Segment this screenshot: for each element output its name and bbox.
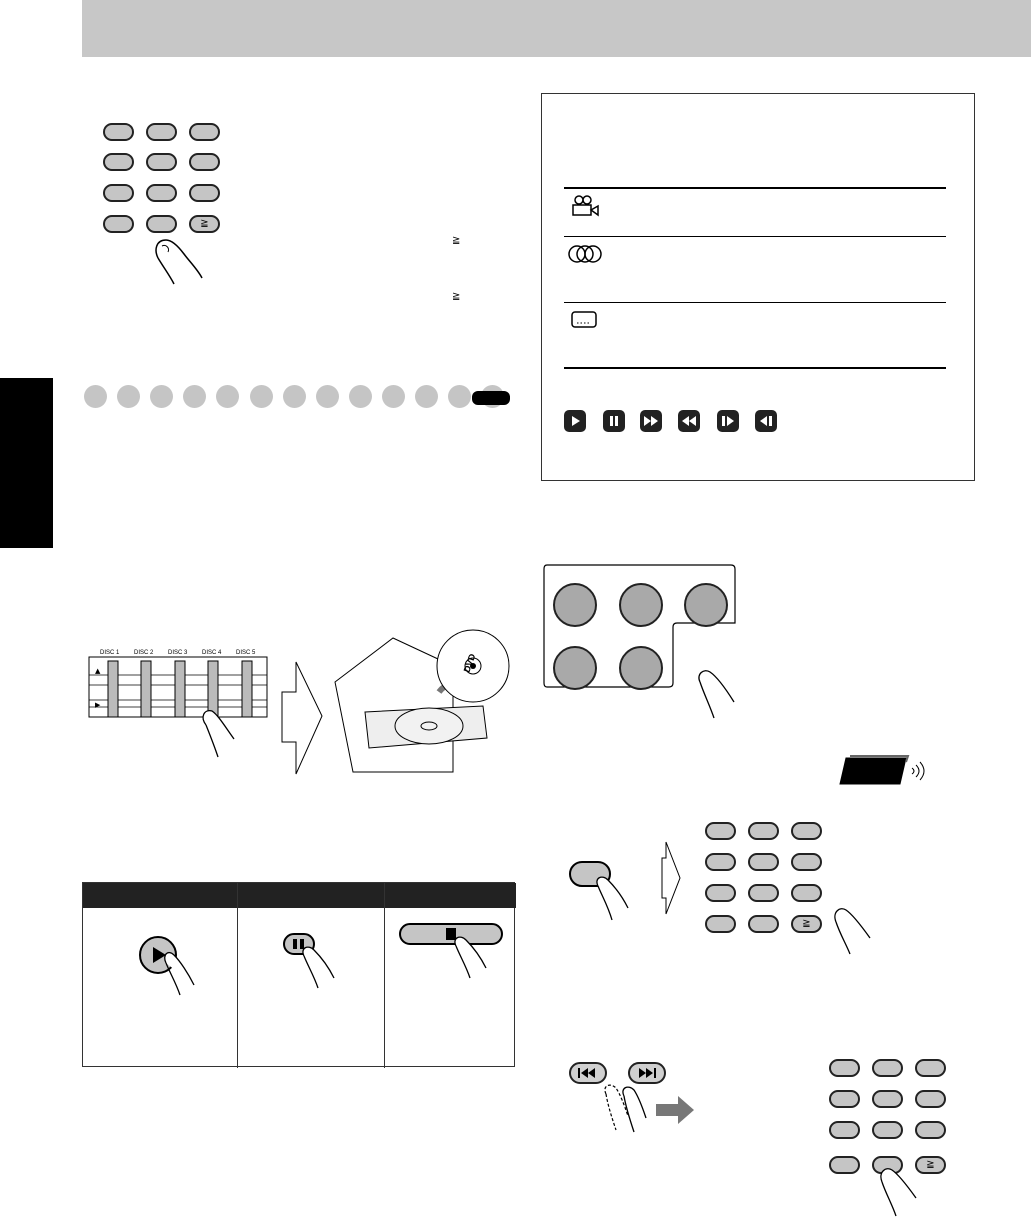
key-6[interactable] — [791, 853, 822, 871]
key-symbol: ≧ — [926, 1159, 935, 1170]
header-band — [82, 0, 1031, 57]
play-icon — [564, 410, 586, 432]
key-6[interactable] — [189, 153, 220, 171]
key-5[interactable] — [872, 1090, 903, 1108]
rule — [564, 367, 946, 369]
dot-progress-row — [84, 385, 516, 415]
arrow-right-icon — [660, 840, 682, 916]
numeric-keypad-right — [705, 822, 825, 934]
subtitle-icon — [570, 310, 600, 330]
key-4[interactable] — [705, 853, 736, 871]
audio-language-icon — [568, 244, 602, 264]
numeric-keypad-top — [103, 123, 223, 235]
finger-icon — [830, 900, 890, 956]
dot — [448, 385, 471, 408]
key-5[interactable] — [146, 153, 177, 171]
fast-forward-icon — [640, 410, 662, 432]
pause-button[interactable] — [282, 932, 352, 998]
key-1[interactable] — [705, 822, 736, 840]
rewind-icon — [678, 410, 700, 432]
key-9[interactable] — [189, 184, 220, 202]
disc-label-4: DISC 4 — [202, 650, 222, 656]
key-9[interactable] — [915, 1121, 946, 1139]
dot — [183, 385, 206, 408]
disc-label-5: DISC 5 — [236, 650, 256, 656]
table-divider — [237, 883, 238, 1068]
finger-icon — [694, 662, 752, 722]
play-icon: ▶ — [95, 701, 101, 709]
disc-changer-unit — [333, 622, 523, 778]
dot — [150, 385, 173, 408]
disc-selector-panel — [88, 645, 270, 765]
disc-label-2: DISC 2 — [134, 650, 154, 656]
key-2[interactable] — [146, 123, 177, 141]
finger-repeat-icon — [592, 1082, 702, 1134]
remote-signal-icon — [836, 752, 936, 792]
dot-badge — [472, 391, 510, 405]
key-10[interactable] — [829, 1156, 860, 1174]
key-1[interactable] — [103, 123, 134, 141]
key-symbol: ≧ — [200, 218, 209, 229]
dot — [216, 385, 239, 408]
finger-icon — [876, 1160, 936, 1218]
skip-forward-button[interactable] — [628, 1062, 666, 1084]
rule — [564, 236, 946, 237]
dot — [283, 385, 306, 408]
key-10[interactable] — [103, 215, 134, 233]
stop-button[interactable] — [398, 920, 508, 994]
numeric-keypad-bottom — [829, 1059, 949, 1171]
key-3[interactable] — [791, 822, 822, 840]
key-5[interactable] — [748, 853, 779, 871]
camera-angle-icon — [570, 194, 600, 218]
key-0[interactable] — [748, 915, 779, 933]
note-symbol: ≧ — [452, 291, 461, 302]
key-1[interactable] — [829, 1059, 860, 1077]
key-4[interactable] — [829, 1090, 860, 1108]
play-button[interactable] — [138, 935, 212, 1005]
key-2[interactable] — [872, 1059, 903, 1077]
round-button[interactable] — [684, 583, 728, 627]
note-symbol: ≧ — [452, 235, 461, 246]
round-button[interactable] — [553, 646, 597, 690]
key-10[interactable] — [705, 915, 736, 933]
skip-back-button[interactable] — [569, 1062, 607, 1084]
key-7[interactable] — [705, 884, 736, 902]
key-6[interactable] — [915, 1090, 946, 1108]
step-forward-icon — [717, 410, 739, 432]
dot — [415, 385, 438, 408]
finger-icon — [150, 228, 210, 286]
key-plus10[interactable] — [791, 915, 822, 933]
dot — [382, 385, 405, 408]
eject-icon: ▲ — [95, 667, 101, 675]
key-3[interactable] — [189, 123, 220, 141]
key-7[interactable] — [829, 1121, 860, 1139]
table-header-pause — [238, 883, 384, 908]
table-header-stop — [385, 883, 516, 908]
dot — [349, 385, 372, 408]
step-reverse-icon — [755, 410, 777, 432]
key-symbol: ≧ — [802, 918, 811, 929]
remote-button-press[interactable] — [568, 858, 648, 928]
key-7[interactable] — [103, 184, 134, 202]
key-9[interactable] — [791, 884, 822, 902]
rule — [564, 187, 946, 189]
round-button[interactable] — [553, 583, 597, 627]
dot — [250, 385, 273, 408]
round-button[interactable] — [619, 646, 663, 690]
disc-label-1: DISC 1 — [100, 650, 120, 656]
table-divider — [384, 883, 385, 1068]
dot — [316, 385, 339, 408]
dot — [117, 385, 140, 408]
rule — [564, 302, 946, 303]
key-8[interactable] — [146, 184, 177, 202]
key-4[interactable] — [103, 153, 134, 171]
disc-face-text: DVD — [461, 652, 478, 674]
pause-icon — [603, 410, 625, 432]
key-8[interactable] — [872, 1121, 903, 1139]
key-2[interactable] — [748, 822, 779, 840]
dot — [84, 385, 107, 408]
key-8[interactable] — [748, 884, 779, 902]
side-tab — [0, 378, 53, 548]
table-header-play — [83, 883, 237, 908]
round-button[interactable] — [619, 583, 663, 627]
disc-label-3: DISC 3 — [168, 650, 188, 656]
key-3[interactable] — [915, 1059, 946, 1077]
arrow-right-icon — [280, 660, 324, 778]
